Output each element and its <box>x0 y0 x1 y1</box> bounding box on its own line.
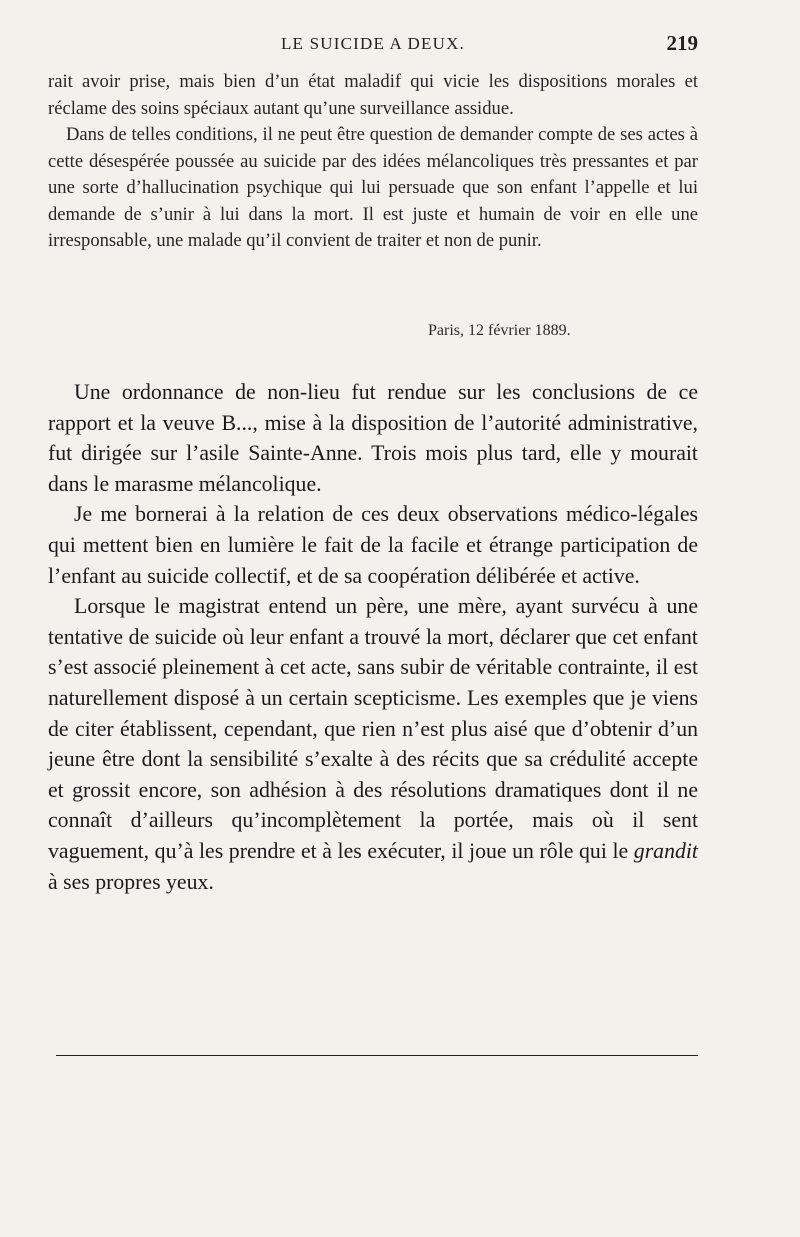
page-header <box>48 31 698 64</box>
quote-paragraph: Dans de telles conditions, il ne peut être question de demander compte de ses actes à cette désespérée poussée au suicide par des idées mélancoliques très pressantes et par une sorte d’hallucination psychique qui lui persuade que son enfant l’appelle et lui demande de s’unir à lui dans la mort. Il est juste et humain de voir en elle une irresponsable, une malade qu’il convient de traiter et non de punir. <box>48 124 698 251</box>
main-text <box>48 377 698 897</box>
body-text: à ses propres yeux. <box>48 869 214 894</box>
body-text: Lorsque le magistrat entend un père, une mère, ayant survécu à une tentative de suicide où leur enfant a trouvé la mort, déclarer que cet enfant s’est associé pleinement à cet acte, sans subir de véritable contrainte, il est naturellement disposé à un certain scepticisme. Les exemples que je viens de citer établissent, cependant, que rien n’est plus aisé que d’obtenir d’un jeune être dont la sensibilité s’exalte à des récits que sa crédulité accepte et grossit encore, son adhésion à des résolutions dramatiques dont il ne connaît d’ailleurs qu’incomplètement la portée, mais où il sent vaguement, qu’à les prendre et à les exécuter, il joue un rôle qui le <box>48 594 698 863</box>
emphasized-word: grandit <box>633 838 698 863</box>
body-paragraph <box>48 591 698 897</box>
footnote-rule <box>56 1055 698 1056</box>
running-title: LE SUICIDE A DEUX. <box>280 34 466 53</box>
report-signature: Paris, 12 février 1889. <box>428 322 571 339</box>
quoted-report <box>48 69 698 255</box>
body-paragraph: Une ordonnance de non-lieu fut rendue sur les conclusions de ce rapport et la veuve B..., mise à la disposition de l’autorité administrative, fut dirigée sur l’asile Sainte-Anne. Trois mois plus tard, elle y mourait dans le marasme mélancolique. <box>48 380 698 496</box>
body-paragraph: Je me bornerai à la relation de ces deux observations médico-légales qui mettent bien en lumière le fait de la facile et étrange participation de l’enfant au suicide collectif, et de sa coopération délibérée et active. <box>48 502 698 588</box>
page-number: 219 <box>666 31 698 55</box>
quote-paragraph: rait avoir prise, mais bien d’un état maladif qui vicie les dispositions morales et réclame des soins spéciaux autant qu’une surveillance assidue. <box>48 71 698 119</box>
